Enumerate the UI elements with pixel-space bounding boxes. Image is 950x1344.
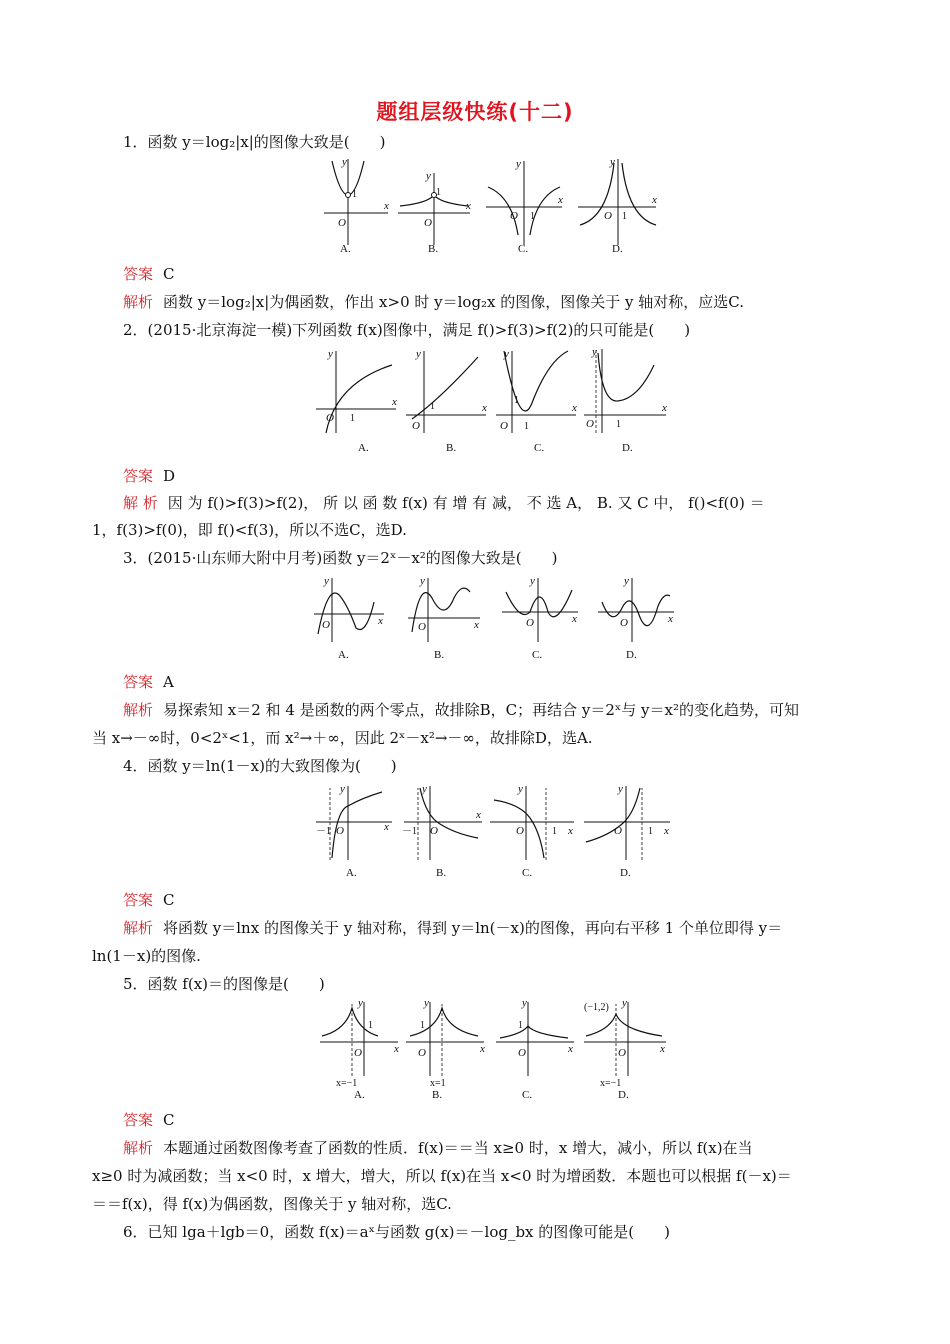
svg-text:O: O xyxy=(424,217,432,229)
svg-text:D.: D. xyxy=(626,649,637,661)
svg-text:1: 1 xyxy=(420,1020,425,1031)
page-title: 题组层级快练(十二) xyxy=(376,100,574,124)
q3-option-c-graph xyxy=(502,575,578,661)
svg-text:1: 1 xyxy=(530,211,535,222)
svg-text:O: O xyxy=(354,1047,362,1059)
svg-text:y: y xyxy=(610,156,615,168)
svg-text:1: 1 xyxy=(616,419,621,430)
q2-option-c-graph xyxy=(496,348,577,454)
q3-option-b-graph xyxy=(408,575,480,661)
svg-text:1: 1 xyxy=(350,413,355,424)
svg-text:1: 1 xyxy=(518,1020,523,1031)
svg-text:x: x xyxy=(662,402,667,414)
svg-text:O: O xyxy=(620,617,628,629)
svg-text:O: O xyxy=(430,825,438,837)
svg-text:B.: B. xyxy=(432,1089,443,1101)
svg-text:O: O xyxy=(418,1047,426,1059)
q4-option-c-graph xyxy=(490,783,574,879)
svg-text:y: y xyxy=(518,783,523,795)
svg-text:(−1,2): (−1,2) xyxy=(584,1002,609,1013)
svg-text:x=1: x=1 xyxy=(430,1078,446,1089)
svg-text:D.: D. xyxy=(622,442,633,454)
q5-option-b-graph xyxy=(406,997,485,1101)
svg-text:－1: －1 xyxy=(316,826,331,837)
svg-text:B.: B. xyxy=(436,867,447,879)
q2-option-d-graph xyxy=(584,346,667,454)
svg-text:x: x xyxy=(568,1043,573,1055)
svg-text:y: y xyxy=(622,997,627,1009)
svg-text:O: O xyxy=(418,621,426,633)
question-2-stem: 2．(2015·北京海淀一模)下列函数 f(x)图像中，满足 f()>f(3)>f(2)的只可能是( ) xyxy=(123,321,691,339)
question-5-analysis-line-1: 解析 本题通过函数图像考查了函数的性质．f(x)＝＝当 x≥0 时，x 增大，减小，所以 f(x)在当 xyxy=(123,1139,753,1157)
svg-text:y: y xyxy=(424,997,429,1009)
svg-text:D.: D. xyxy=(612,243,623,255)
question-1-figure xyxy=(318,155,678,255)
svg-text:y: y xyxy=(592,346,597,358)
svg-text:y: y xyxy=(504,348,509,360)
svg-text:x: x xyxy=(384,200,389,212)
svg-text:x: x xyxy=(466,200,471,212)
svg-text:O: O xyxy=(604,210,612,222)
question-4-figure xyxy=(312,780,682,880)
question-3-figure xyxy=(312,572,682,664)
svg-text:B.: B. xyxy=(434,649,445,661)
svg-text:O: O xyxy=(338,217,346,229)
svg-text:y: y xyxy=(624,575,629,587)
svg-text:－1: －1 xyxy=(402,826,417,837)
question-1-answer: 答案 C xyxy=(123,265,175,283)
question-3-analysis-line-1: 解析 易探索知 x＝2 和 4 是函数的两个零点，故排除B，C；再结合 y＝2ˣ与 y＝x²的变化趋势，可知 xyxy=(123,701,799,719)
svg-text:A.: A. xyxy=(340,243,351,255)
svg-text:y: y xyxy=(420,575,425,587)
svg-text:x: x xyxy=(378,615,383,627)
svg-text:x=−1: x=−1 xyxy=(336,1078,358,1089)
svg-text:1: 1 xyxy=(524,421,529,432)
svg-text:y: y xyxy=(358,997,363,1009)
question-2-analysis-line-1: 解 析 因 为 f()>f(3)>f(2)， 所 以 函 数 f(x) 有 增 有 减， 不 选 A， B. 又 C 中， f()<f(0) ＝ xyxy=(123,494,765,512)
svg-text:x: x xyxy=(568,825,573,837)
svg-text:x: x xyxy=(482,402,487,414)
svg-text:O: O xyxy=(326,412,334,424)
question-4-answer: 答案 C xyxy=(123,891,175,909)
q1-option-d-graph xyxy=(578,156,657,255)
svg-text:x: x xyxy=(480,1043,485,1055)
svg-text:x: x xyxy=(572,402,577,414)
svg-text:y: y xyxy=(416,348,421,360)
svg-text:C.: C. xyxy=(532,649,543,661)
question-5-analysis-line-2: x≥0 时为减函数；当 x<0 时，x 增大，增大，所以 f(x)在当 x<0 时为增函数．本题也可以根据 f(－x)＝ xyxy=(92,1167,792,1185)
svg-text:x: x xyxy=(668,613,673,625)
svg-text:y: y xyxy=(324,575,329,587)
svg-text:1: 1 xyxy=(430,401,435,412)
svg-text:x: x xyxy=(558,194,563,206)
svg-text:O: O xyxy=(518,1047,526,1059)
question-3-answer: 答案 A xyxy=(123,673,174,691)
svg-text:O: O xyxy=(516,825,524,837)
svg-text:O: O xyxy=(614,825,622,837)
svg-text:O: O xyxy=(500,420,508,432)
svg-text:C.: C. xyxy=(534,442,545,454)
q4-option-d-graph xyxy=(584,783,670,879)
question-4-analysis-line-2: ln(1－x)的图像. xyxy=(92,947,201,965)
question-2-figure xyxy=(312,343,682,455)
svg-text:O: O xyxy=(586,418,594,430)
svg-text:1: 1 xyxy=(352,189,357,200)
q4-option-b-graph xyxy=(402,783,482,879)
svg-text:1: 1 xyxy=(514,395,519,406)
question-2-analysis-line-2: 1，f(3)>f(0)，即 f()<f(3)，所以不选C，选D. xyxy=(92,521,407,539)
svg-text:x: x xyxy=(394,1043,399,1055)
svg-text:y: y xyxy=(426,170,431,182)
svg-text:1: 1 xyxy=(368,1020,373,1031)
svg-text:B.: B. xyxy=(428,243,439,255)
svg-text:y: y xyxy=(422,783,427,795)
question-1-analysis: 解析 函数 y＝log₂|x|为偶函数，作出 x>0 时 y＝log₂x 的图像，图像关于 y 轴对称，应选C. xyxy=(123,293,745,311)
question-6-stem: 6．已知 lga＋lgb＝0，函数 f(x)＝aˣ与函数 g(x)＝－log_bx 的图像可能是( ) xyxy=(123,1223,670,1241)
svg-text:x: x xyxy=(476,809,481,821)
svg-text:A.: A. xyxy=(354,1089,365,1101)
svg-text:A.: A. xyxy=(338,649,349,661)
svg-text:x: x xyxy=(572,613,577,625)
svg-text:1: 1 xyxy=(648,826,653,837)
svg-text:y: y xyxy=(516,158,521,170)
svg-text:x: x xyxy=(392,396,397,408)
svg-text:y: y xyxy=(522,997,527,1009)
svg-text:1: 1 xyxy=(436,187,441,198)
question-5-figure xyxy=(318,996,678,1100)
svg-text:C.: C. xyxy=(518,243,529,255)
svg-text:O: O xyxy=(526,617,534,629)
svg-text:D.: D. xyxy=(618,1089,629,1101)
svg-text:y: y xyxy=(530,575,535,587)
q4-option-a-graph xyxy=(316,783,392,879)
question-5-stem: 5．函数 f(x)＝的图像是( ) xyxy=(123,975,325,993)
q3-option-a-graph xyxy=(314,575,384,661)
question-5-answer: 答案 C xyxy=(123,1111,175,1129)
svg-text:C.: C. xyxy=(522,867,533,879)
svg-text:y: y xyxy=(342,156,347,168)
svg-text:O: O xyxy=(322,619,330,631)
q2-option-b-graph xyxy=(406,348,487,454)
q1-option-a-graph xyxy=(324,156,389,255)
svg-text:O: O xyxy=(412,420,420,432)
svg-text:A.: A. xyxy=(346,867,357,879)
svg-text:B.: B. xyxy=(446,442,457,454)
svg-text:x: x xyxy=(474,619,479,631)
svg-text:x=−1: x=−1 xyxy=(600,1078,622,1089)
svg-text:x: x xyxy=(660,1043,665,1055)
question-3-analysis-line-2: 当 x→－∞时，0<2ˣ<1，而 x²→＋∞，因此 2ˣ－x²→－∞，故排除D，选A. xyxy=(92,729,593,747)
svg-text:O: O xyxy=(618,1047,626,1059)
q5-option-c-graph xyxy=(496,997,574,1101)
svg-text:D.: D. xyxy=(620,867,631,879)
svg-text:1: 1 xyxy=(552,826,557,837)
question-4-stem: 4．函数 y＝ln(1－x)的大致图像为( ) xyxy=(123,757,397,775)
question-4-analysis-line-1: 解析 将函数 y＝lnx 的图像关于 y 轴对称，得到 y＝ln(－x)的图像，再向右平移 1 个单位即得 y＝ xyxy=(123,919,783,937)
svg-text:O: O xyxy=(510,210,518,222)
q1-option-b-graph xyxy=(398,170,471,255)
q5-option-a-graph xyxy=(320,997,399,1101)
svg-text:y: y xyxy=(618,783,623,795)
q1-option-c-graph xyxy=(486,158,563,255)
question-1-stem: 1．函数 y＝log₂|x|的图像大致是( ) xyxy=(123,133,386,151)
svg-text:C.: C. xyxy=(522,1089,533,1101)
svg-text:y: y xyxy=(328,348,333,360)
question-5-analysis-line-3: ＝＝f(x)，得 f(x)为偶函数，图像关于 y 轴对称，选C. xyxy=(92,1195,452,1213)
svg-text:y: y xyxy=(340,783,345,795)
svg-text:O: O xyxy=(336,825,344,837)
q5-option-d-graph xyxy=(584,997,666,1101)
svg-text:A.: A. xyxy=(358,442,369,454)
svg-text:x: x xyxy=(652,194,657,206)
q3-option-d-graph xyxy=(598,575,674,661)
svg-text:1: 1 xyxy=(622,211,627,222)
svg-text:x: x xyxy=(384,821,389,833)
question-2-answer: 答案 D xyxy=(123,467,176,485)
q2-option-a-graph xyxy=(316,348,397,454)
question-3-stem: 3．(2015·山东师大附中月考)函数 y＝2ˣ－x²的图像大致是( ) xyxy=(123,549,558,567)
svg-text:x: x xyxy=(664,825,669,837)
